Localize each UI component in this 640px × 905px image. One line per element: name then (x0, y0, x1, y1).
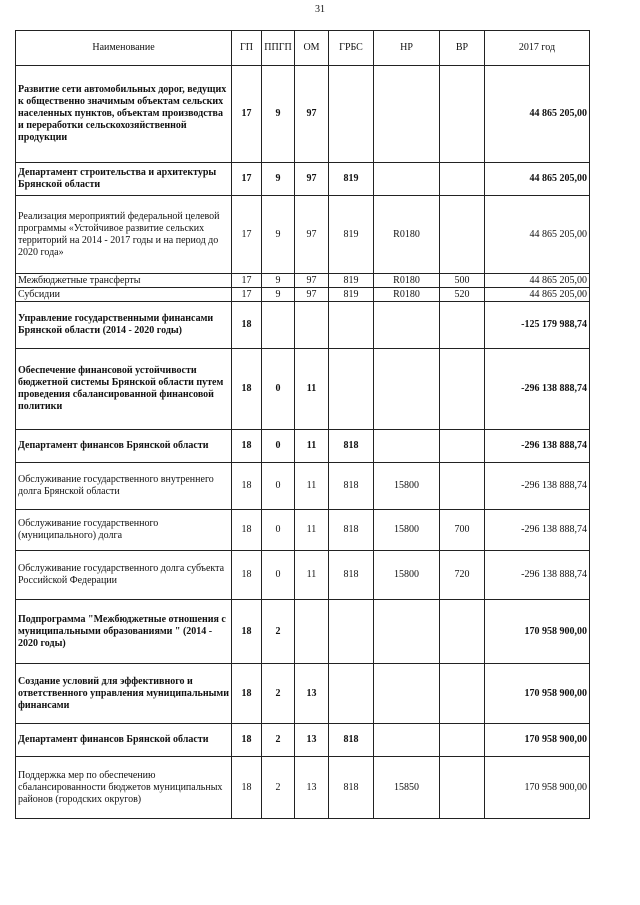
cell-grbs: 819 (329, 196, 374, 274)
cell-grbs: 819 (329, 288, 374, 302)
table-row (16, 196, 590, 274)
cell-gp: 18 (232, 510, 262, 551)
table-row (16, 551, 590, 600)
cell-vr (440, 724, 485, 757)
cell-ppgp: 0 (262, 510, 295, 551)
page-number: 31 (315, 4, 325, 15)
cell-amount: 44 865 205,00 (485, 163, 590, 196)
cell-om: 11 (295, 510, 329, 551)
cell-vr (440, 66, 485, 163)
cell-amount: -296 138 888,74 (485, 463, 590, 510)
cell-name: Развитие сети автомобильных дорог, ведущих к общественно значимым объектам сельских населенных пунктов, объектам производства и переработки сельскохозяйственной продукции (16, 66, 232, 163)
cell-om (295, 302, 329, 349)
cell-name: Обеспечение финансовой устойчивости бюджетной системы Брянской области путем проведения сбалансированной финансовой политики (16, 349, 232, 430)
column-header-grbs: ГРБС (329, 31, 374, 66)
table-row (16, 288, 590, 302)
cell-gp: 18 (232, 664, 262, 724)
cell-name: Подпрограмма "Межбюджетные отношения с муниципальными образованиями " (2014 - 2020 годы) (16, 600, 232, 664)
cell-gp: 17 (232, 163, 262, 196)
cell-vr (440, 349, 485, 430)
cell-nr: 15800 (374, 510, 440, 551)
cell-ppgp: 2 (262, 757, 295, 819)
cell-amount: 170 958 900,00 (485, 757, 590, 819)
cell-grbs: 818 (329, 430, 374, 463)
cell-grbs: 818 (329, 551, 374, 600)
cell-amount: 44 865 205,00 (485, 196, 590, 274)
cell-vr (440, 163, 485, 196)
cell-gp: 17 (232, 288, 262, 302)
cell-vr (440, 600, 485, 664)
cell-name: Межбюджетные трансферты (16, 274, 232, 288)
cell-amount: -296 138 888,74 (485, 551, 590, 600)
cell-name: Создание условий для эффективного и ответственного управления муниципальными финансами (16, 664, 232, 724)
cell-ppgp: 0 (262, 463, 295, 510)
cell-nr: 15850 (374, 757, 440, 819)
cell-amount: 44 865 205,00 (485, 288, 590, 302)
table-row (16, 430, 590, 463)
cell-amount: -125 179 988,74 (485, 302, 590, 349)
cell-nr: R0180 (374, 274, 440, 288)
table-header-row (16, 31, 590, 66)
cell-name: Департамент финансов Брянской области (16, 724, 232, 757)
cell-ppgp: 9 (262, 163, 295, 196)
cell-ppgp: 0 (262, 349, 295, 430)
column-header-gp: ГП (232, 31, 262, 66)
cell-ppgp: 9 (262, 66, 295, 163)
cell-name: Реализация мероприятий федеральной целевой программы «Устойчивое развитие сельских территорий на 2014 - 2017 годы и на период до 2020 года» (16, 196, 232, 274)
table-row (16, 163, 590, 196)
column-header-nr: НР (374, 31, 440, 66)
column-header-vr: ВР (440, 31, 485, 66)
cell-nr (374, 664, 440, 724)
cell-om: 97 (295, 274, 329, 288)
cell-om: 13 (295, 724, 329, 757)
cell-vr: 720 (440, 551, 485, 600)
cell-grbs (329, 600, 374, 664)
cell-amount: 44 865 205,00 (485, 274, 590, 288)
cell-ppgp: 9 (262, 288, 295, 302)
cell-nr (374, 163, 440, 196)
table-row (16, 510, 590, 551)
cell-nr: R0180 (374, 196, 440, 274)
table-row (16, 724, 590, 757)
cell-name: Департамент строительства и архитектуры Брянской области (16, 163, 232, 196)
column-header-om: ОМ (295, 31, 329, 66)
cell-grbs (329, 302, 374, 349)
table-row (16, 757, 590, 819)
cell-vr (440, 196, 485, 274)
cell-nr (374, 600, 440, 664)
cell-om: 97 (295, 66, 329, 163)
cell-vr: 520 (440, 288, 485, 302)
table-row (16, 274, 590, 288)
cell-vr (440, 757, 485, 819)
cell-om: 11 (295, 551, 329, 600)
cell-nr (374, 66, 440, 163)
table-row (16, 302, 590, 349)
column-header-name: Наименование (16, 31, 232, 66)
cell-name: Обслуживание государственного (муниципального) долга (16, 510, 232, 551)
cell-vr (440, 664, 485, 724)
cell-gp: 18 (232, 430, 262, 463)
cell-ppgp (262, 302, 295, 349)
cell-ppgp: 2 (262, 664, 295, 724)
cell-ppgp: 2 (262, 724, 295, 757)
cell-grbs: 819 (329, 274, 374, 288)
table-row (16, 664, 590, 724)
cell-amount: 170 958 900,00 (485, 724, 590, 757)
cell-amount: 170 958 900,00 (485, 600, 590, 664)
cell-gp: 18 (232, 349, 262, 430)
cell-ppgp: 9 (262, 274, 295, 288)
cell-om: 13 (295, 757, 329, 819)
cell-amount: 44 865 205,00 (485, 66, 590, 163)
cell-ppgp: 0 (262, 551, 295, 600)
cell-ppgp: 2 (262, 600, 295, 664)
cell-vr (440, 430, 485, 463)
cell-amount: 170 958 900,00 (485, 664, 590, 724)
cell-ppgp: 9 (262, 196, 295, 274)
budget-table (15, 30, 590, 819)
cell-gp: 18 (232, 551, 262, 600)
table-row (16, 349, 590, 430)
cell-name: Управление государственными финансами Брянской области (2014 - 2020 годы) (16, 302, 232, 349)
cell-name: Поддержка мер по обеспечению сбалансированности бюджетов муниципальных районов (городских округов) (16, 757, 232, 819)
cell-gp: 18 (232, 600, 262, 664)
cell-grbs (329, 664, 374, 724)
cell-amount: -296 138 888,74 (485, 510, 590, 551)
cell-ppgp: 0 (262, 430, 295, 463)
cell-gp: 17 (232, 196, 262, 274)
cell-om: 13 (295, 664, 329, 724)
cell-nr (374, 349, 440, 430)
cell-gp: 18 (232, 724, 262, 757)
table-row (16, 600, 590, 664)
cell-gp: 18 (232, 463, 262, 510)
cell-om: 97 (295, 163, 329, 196)
cell-nr (374, 724, 440, 757)
cell-om: 97 (295, 288, 329, 302)
column-header-year: 2017 год (485, 31, 590, 66)
cell-grbs (329, 349, 374, 430)
table-body (16, 66, 590, 819)
cell-nr: R0180 (374, 288, 440, 302)
table-row (16, 463, 590, 510)
cell-gp: 17 (232, 274, 262, 288)
cell-name: Субсидии (16, 288, 232, 302)
cell-om: 11 (295, 463, 329, 510)
cell-grbs: 818 (329, 724, 374, 757)
cell-grbs (329, 66, 374, 163)
cell-nr (374, 302, 440, 349)
cell-nr (374, 430, 440, 463)
cell-vr (440, 302, 485, 349)
cell-gp: 18 (232, 302, 262, 349)
cell-grbs: 818 (329, 510, 374, 551)
cell-grbs: 818 (329, 463, 374, 510)
cell-gp: 17 (232, 66, 262, 163)
cell-om (295, 600, 329, 664)
cell-om: 11 (295, 430, 329, 463)
cell-vr (440, 463, 485, 510)
cell-name: Обслуживание государственного внутреннего долга Брянской области (16, 463, 232, 510)
cell-name: Обслуживание государственного долга субъекта Российской Федерации (16, 551, 232, 600)
cell-name: Департамент финансов Брянской области (16, 430, 232, 463)
cell-amount: -296 138 888,74 (485, 430, 590, 463)
cell-vr: 500 (440, 274, 485, 288)
cell-nr: 15800 (374, 551, 440, 600)
cell-nr: 15800 (374, 463, 440, 510)
cell-vr: 700 (440, 510, 485, 551)
cell-grbs: 818 (329, 757, 374, 819)
cell-om: 97 (295, 196, 329, 274)
table-row (16, 66, 590, 163)
cell-gp: 18 (232, 757, 262, 819)
cell-grbs: 819 (329, 163, 374, 196)
cell-amount: -296 138 888,74 (485, 349, 590, 430)
cell-om: 11 (295, 349, 329, 430)
column-header-ppgp: ППГП (262, 31, 295, 66)
